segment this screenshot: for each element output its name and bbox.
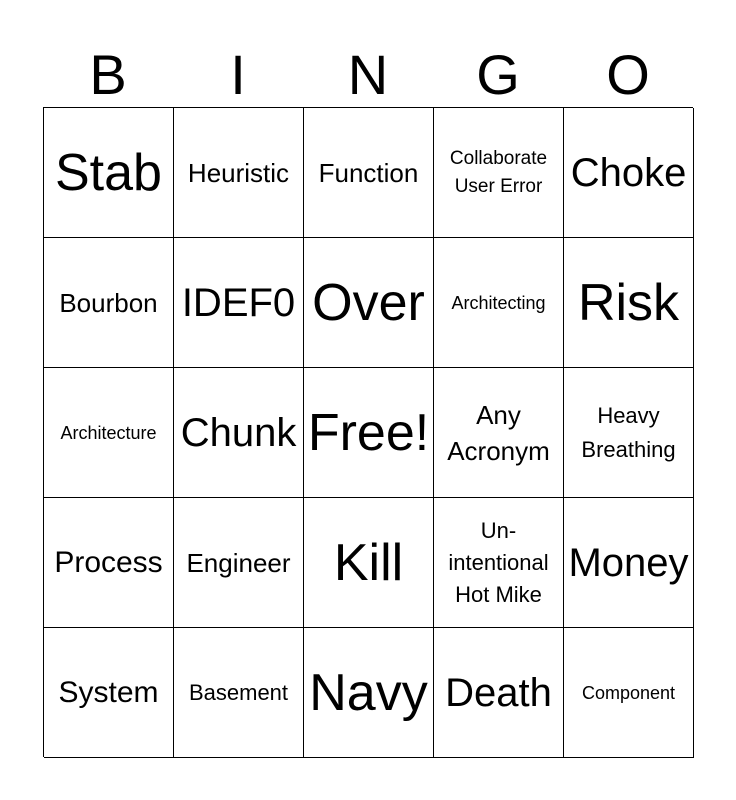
bingo-cell[interactable] (434, 238, 564, 368)
bingo-cell[interactable] (174, 368, 304, 498)
free-space-cell[interactable] (304, 368, 434, 498)
bingo-cell[interactable] (304, 498, 434, 628)
cell-label: IDEF0 (181, 280, 296, 325)
cell-label: Architecting (451, 292, 546, 313)
cell-label: Death (445, 670, 552, 715)
bingo-cell[interactable] (174, 238, 304, 368)
bingo-cell[interactable] (304, 628, 434, 758)
cell-label: Heavy Breathing (581, 402, 676, 462)
bingo-cell[interactable] (44, 628, 174, 758)
cell-label: Chunk (180, 410, 297, 455)
bingo-cell[interactable] (434, 498, 564, 628)
cell-label: Risk (577, 273, 680, 332)
cell-label: Over (312, 273, 425, 332)
bingo-cell[interactable] (304, 108, 434, 238)
cell-label: System (58, 675, 159, 709)
cell-label: Component (581, 682, 676, 703)
header-letter-b: B (89, 43, 127, 106)
bingo-cell[interactable] (434, 368, 564, 498)
cell-label: Heuristic (187, 157, 290, 188)
bingo-cell[interactable] (564, 368, 694, 498)
header-letter-o: O (606, 43, 650, 106)
bingo-cell[interactable] (174, 628, 304, 758)
cell-label: Money (568, 540, 689, 585)
bingo-cell[interactable] (564, 238, 694, 368)
bingo-cell[interactable] (304, 238, 434, 368)
cell-label: Choke (570, 150, 687, 195)
cell-label: Free! (307, 403, 430, 462)
bingo-cell[interactable] (174, 108, 304, 238)
bingo-header (43, 45, 693, 105)
bingo-cell[interactable] (564, 628, 694, 758)
bingo-cell[interactable] (44, 108, 174, 238)
cell-label: Kill (333, 533, 404, 592)
cell-label: Un- intentional Hot Mike (448, 517, 549, 607)
cell-label: Stab (55, 143, 162, 202)
bingo-cell[interactable] (434, 628, 564, 758)
cell-label: Engineer (186, 547, 291, 578)
cell-label: Process (54, 545, 163, 579)
bingo-cell[interactable] (174, 498, 304, 628)
header-letter-g: G (476, 43, 520, 106)
cell-label: Function (318, 157, 419, 188)
cell-label: Basement (188, 679, 289, 705)
header-letter-i: I (230, 43, 246, 106)
bingo-cell[interactable] (44, 498, 174, 628)
bingo-cell[interactable] (44, 238, 174, 368)
bingo-cell[interactable] (44, 368, 174, 498)
cell-label: Collaborate User Error (449, 147, 548, 197)
header-letter-n: N (347, 43, 389, 106)
cell-label: Bourbon (59, 287, 158, 318)
bingo-cell[interactable] (564, 498, 694, 628)
bingo-cell[interactable] (564, 108, 694, 238)
bingo-cell[interactable] (434, 108, 564, 238)
cell-label: Navy (309, 663, 428, 722)
cell-label: Any Acronym (447, 399, 550, 466)
cell-label: Architecture (60, 422, 157, 443)
bingo-board (43, 107, 693, 757)
